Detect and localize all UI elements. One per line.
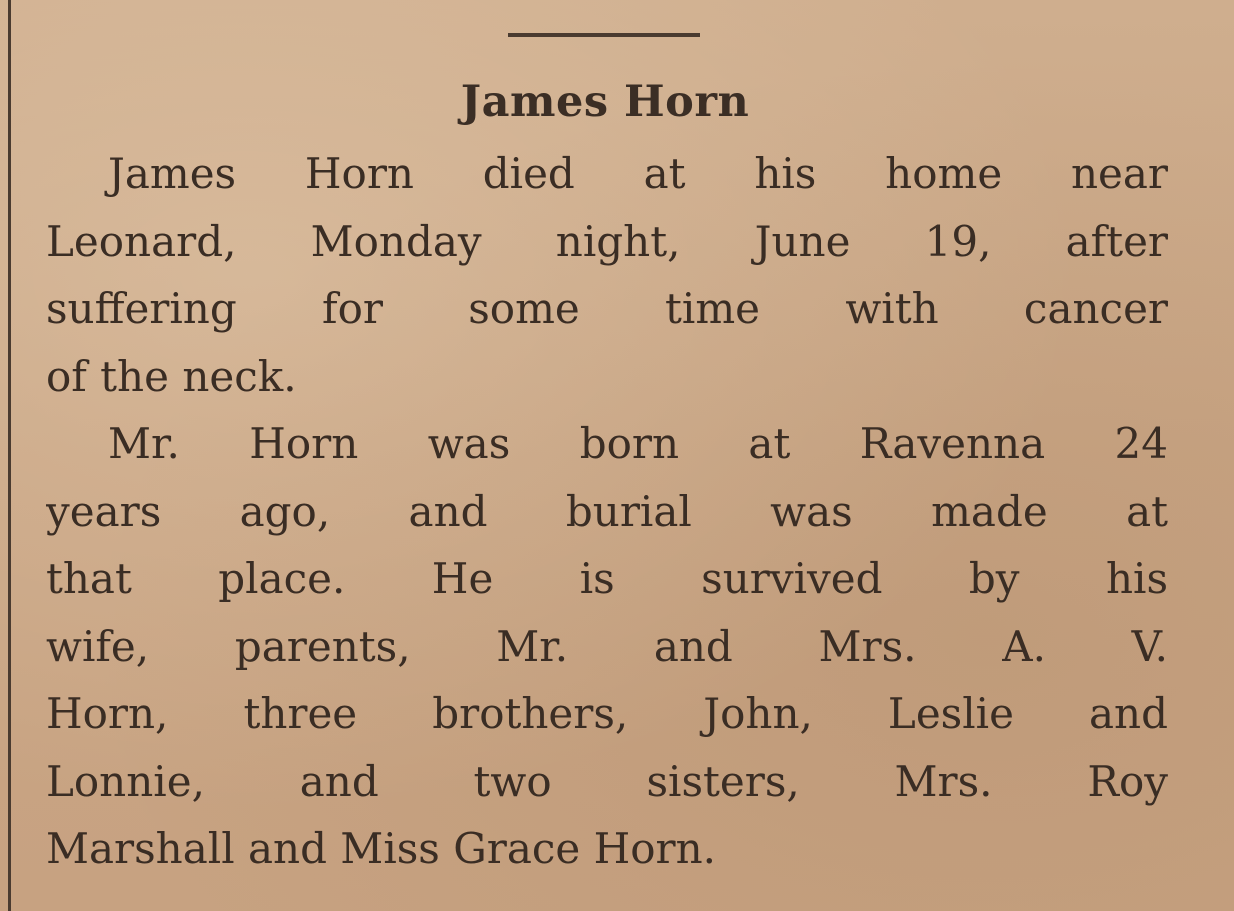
text-line: James Horn died at his home near [108, 149, 1168, 198]
column-divider-rule [8, 0, 11, 911]
text-line: Horn, three brothers, John, Leslie and [46, 689, 1168, 738]
obituary-body [46, 140, 1168, 883]
paragraph-1 [46, 140, 1168, 410]
text-line: years ago, and burial was made at [46, 486, 1168, 536]
text-line: Lonnie, and two sisters, Mrs. Roy [46, 756, 1168, 806]
text-line: Marshall and Miss Grace Horn. [46, 824, 716, 873]
text-line: Mr. Horn was born at Ravenna 24 [108, 419, 1168, 468]
text-line: Leonard, Monday night, June 19, after [46, 216, 1168, 266]
text-line: wife, parents, Mr. and Mrs. A. V. [46, 621, 1168, 671]
text-line: suffering for some time with cancer [46, 284, 1168, 333]
text-line: of the neck. [46, 351, 297, 401]
obituary-headline: James Horn [460, 77, 750, 127]
section-separator-rule [508, 33, 700, 37]
text-line: that place. He is survived by his [46, 554, 1168, 603]
paragraph-2 [46, 410, 1168, 883]
